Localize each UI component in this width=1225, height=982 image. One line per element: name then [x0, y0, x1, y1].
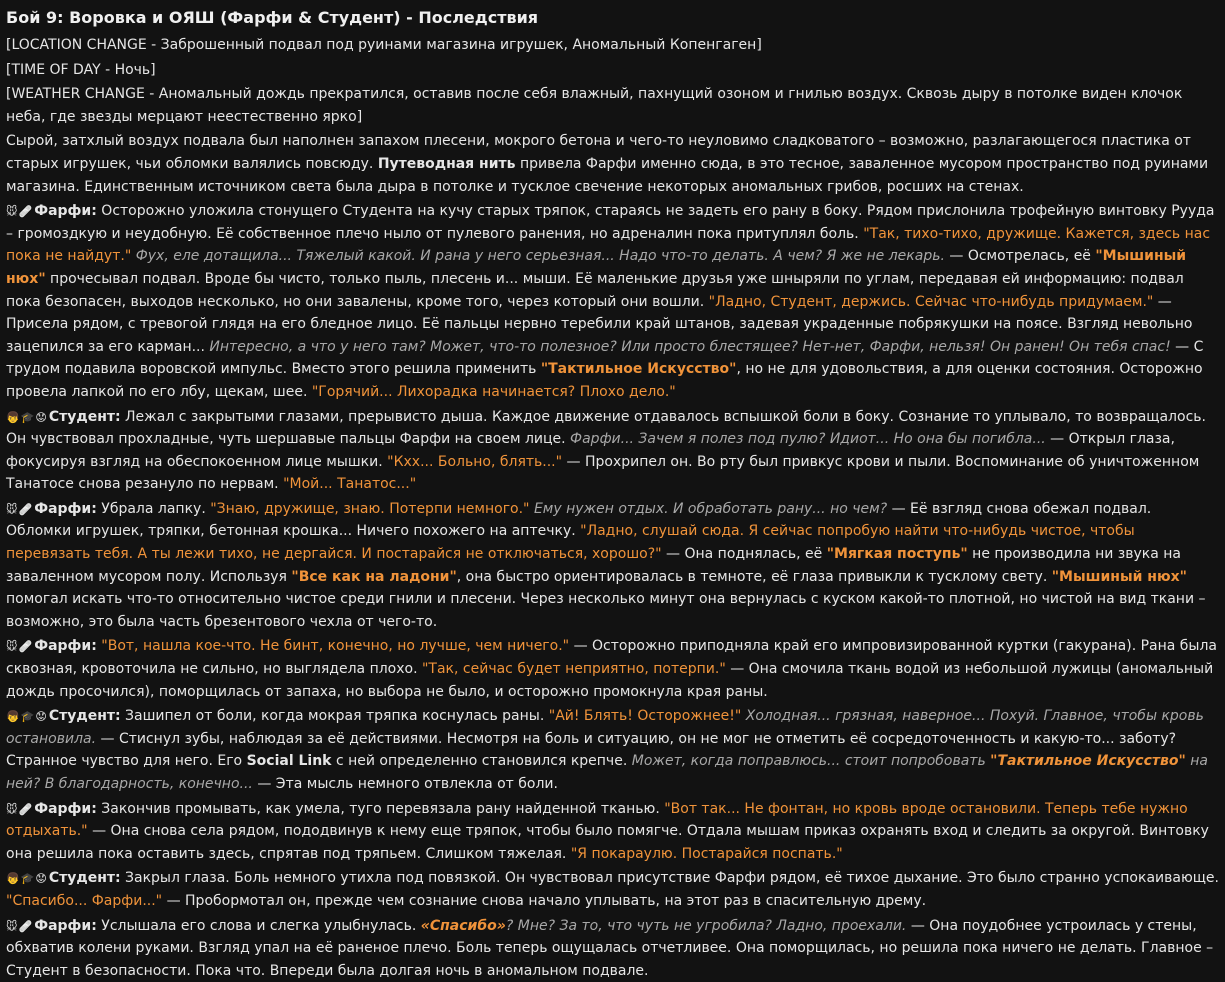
- speaker-student: Студент:: [48, 708, 121, 725]
- farfi-entry: [6, 798, 1219, 866]
- bandage-icon: 🩹: [18, 502, 33, 516]
- entry-text: с ней определенно становился крепче.: [331, 753, 632, 770]
- skill-name: "Мышиный нюх": [6, 248, 1187, 287]
- skill-guiding-thread: Путеводная нить: [377, 155, 516, 172]
- student-entry: [6, 406, 1219, 496]
- entry-text: Зашипел от боли, когда мокрая тряпка коснулась раны.: [120, 708, 549, 725]
- farfi-entry: [6, 635, 1219, 703]
- dialogue-quote: "Знаю, дружище, знаю. Потерпи немного.": [210, 500, 530, 517]
- dialogue-quote: "Вот, нашла кое-что. Не бинт, конечно, но лучше, чем ничего.": [101, 638, 570, 655]
- entry-text: Закрыл глаза. Боль немного утихла под повязкой. Он чувствовал присутствие Фарфи рядом, её тихое дыхание. Это было странно успокаивающе.: [120, 870, 1219, 887]
- skill-name: "Мышиный нюх": [1051, 568, 1187, 585]
- inner-thought: Холодная... грязная, наверное... Похуй. Главное, чтобы кровь остановила.: [6, 708, 1204, 747]
- entry-text: — Присела рядом, с тревогой глядя на его бледное лицо. Её пальцы нервно теребили край штанов, задевая украденные побрякушки на поясе. Взгляд невольно зацепился за его карман...: [6, 293, 1193, 355]
- student-entry: [6, 705, 1219, 795]
- worried-face-icon: 😟: [35, 410, 47, 424]
- inner-thought: Фарфи... Зачем я полез под пулю? Идиот... Но она бы погибла...: [570, 431, 1046, 448]
- dialogue-quote: "Мой... Танатос...": [283, 476, 417, 493]
- entry-text: — С трудом подавила воровской импульс. Вместо этого решила применить: [6, 338, 1204, 378]
- entry-text: Убрала лапку.: [96, 500, 211, 517]
- skill-name: "Все как на ладони": [291, 568, 457, 585]
- mouse-icon: 🐭: [6, 502, 18, 516]
- inner-thought: Ему нужен отдых. И обработать рану... но чем?: [529, 500, 888, 517]
- speaker-farfi: Фарфи:: [34, 800, 97, 817]
- graduation-cap-icon: 🎓: [20, 710, 35, 724]
- mouse-icon: 🐭: [6, 919, 18, 933]
- mouse-icon: 🐭: [6, 205, 18, 219]
- speaker-farfi: Фарфи:: [34, 917, 97, 934]
- entry-text: — Открыл глаза, фокусируя взгляд на обеспокоенном лице мышки.: [6, 431, 1175, 470]
- farfi-entry: [6, 498, 1219, 634]
- dialogue-quote: "Так, тихо-тихо, дружище. Кажется, здесь нас пока не найдут.": [6, 225, 1211, 265]
- speaker-student: Студент:: [48, 870, 121, 887]
- farfi-entry: [6, 200, 1219, 403]
- inner-thought: Интересно, а что у него там? Может, что-то полезное? Или просто блестящее? Нет-нет, Фарфи, нельзя! Он ранен! Он тебя спас!: [209, 338, 1171, 355]
- inner-thought: ? Мне? За то, что чуть не угробила? Ладно, проехали.: [505, 917, 907, 934]
- graduation-cap-icon: 🎓: [20, 410, 35, 424]
- weather-change: [WEATHER CHANGE - Аномальный дождь прекратился, оставив после себя влажный, пахнущий озоном и гнилью воздух. Сквозь дыру в потолке виден клочок неба, где звезды мерцают неестественно ярко]: [6, 86, 1183, 125]
- entry-text: помогал искать что-то относительно чистое среди гнили и плесени. Через несколько минут она вернулась с куском какой-то плотной, но чистой на вид ткани – возможно, это была часть брезентового чехла от чего-то.: [6, 591, 1206, 630]
- graduation-cap-icon: 🎓: [20, 872, 35, 886]
- entry-text: прочесывал подвал. Вроде бы чисто, только пыль, плесень и... мыши. Её маленькие друзья уже шныряли по углам, передавая ей информацию: подвал пока безопасен, выходов несколько, но они завалены, кроме того, через который они вошли.: [6, 270, 1184, 310]
- boy-icon: 👦: [6, 872, 20, 886]
- entry-text: Закончив промывать, как умела, туго перевязала рану найденной тканью.: [96, 800, 665, 817]
- entry-text: не производила ни звука на заваленном мусором полу. Используя: [6, 546, 1182, 585]
- narration-text: Сырой, затхлый воздух подвала был наполнен запахом плесени, мокрого бетона и чего-то неуловимо сладковатого – возможно, разлагающегося пластика от старых игрушек, чьи обломки валялись повсюду.: [6, 133, 1191, 172]
- dialogue-quote: "Ладно, слушай сюда. Я сейчас попробую найти что-нибудь чистое, чтобы перевязать тебя. А ты лежи тихо, не дергайся. И постарайся не отключаться, хорошо?": [6, 523, 1135, 563]
- entry-text: , но не для удовольствия, а для оценки состояния. Осторожно провела лапкой по его лбу, щекам, шее.: [6, 361, 1203, 400]
- social-link-term: Social Link: [246, 753, 332, 770]
- bandage-icon: 🩹: [18, 919, 33, 933]
- narration-paragraph: [6, 130, 1219, 198]
- narration-text: привела Фарфи именно сюда, в это тесное, заваленное мусором пространство под руинами магазина. Единственным источником света была дыра в потолке и тусклое свечение некоторых аномальных грибов, росших на стенах.: [6, 155, 1209, 195]
- boy-icon: 👦: [6, 710, 20, 724]
- skill-name: "Мягкая поступь": [826, 546, 968, 563]
- boy-icon: 👦: [6, 410, 20, 424]
- bandage-icon: 🩹: [18, 640, 33, 654]
- speaker-student: Студент:: [48, 408, 121, 425]
- speaker-farfi: Фарфи:: [34, 500, 97, 517]
- location-change: [LOCATION CHANGE - Заброшенный подвал под руинами магазина игрушек, Аномальный Копенгаген]: [6, 37, 762, 53]
- entry-text: — Эта мысль немного отвлекла от боли.: [252, 776, 558, 792]
- mouse-icon: 🐭: [6, 640, 18, 654]
- worried-face-icon: 😟: [35, 710, 47, 724]
- entry-text: Услышала его слова и слегка улыбнулась.: [96, 917, 421, 934]
- entry-text: — Пробормотал он, прежде чем сознание снова начало уплывать, на этот раз в спасительную дрему.: [162, 892, 927, 909]
- entry-text: , она быстро ориентировалась в темноте, её глаза привыкли к тусклому свету.: [456, 568, 1052, 585]
- dialogue-quote: "Горячий... Лихорадка начинается? Плохо дело.": [311, 383, 676, 400]
- dialogue-quote: "Ай! Блять! Осторожнее!": [548, 708, 742, 725]
- dialogue-quote: "Я покараулю. Постарайся поспать.": [570, 845, 843, 862]
- entry-text: — Осторожно приподняла край его импровизированной куртки (гакурана). Рана была сквозная, кровоточила не сильно, но выглядела плохо.: [6, 638, 1218, 678]
- entry-text: — Стиснул зубы, наблюдая за её действиями. Несмотря на боль и ситуацию, он не мог не отметить её сосредоточенность и какую-то... заботу? Странное чувство для него. Его: [6, 730, 1177, 770]
- bandage-icon: 🩹: [18, 802, 33, 816]
- inner-thought: Фух, еле дотащила... Тяжелый какой. И рана у него серьезная... Надо что-то делать. А чем? Я же не лекарь.: [131, 248, 945, 265]
- farfi-entry: [6, 915, 1219, 982]
- skill-name: "Тактильное Искусство": [540, 361, 737, 378]
- entry-text: — Её взгляд снова обежал подвал. Обломки игрушек, тряпки, бетонная крошка... Ничего похожего на аптечку.: [6, 500, 1152, 540]
- page-title: Бой 9: Воровка и ОЯШ (Фарфи & Студент) - Последствия: [6, 8, 539, 27]
- speaker-farfi: Фарфи:: [34, 638, 97, 655]
- dialogue-quote: "Ладно, Студент, держись. Сейчас что-нибудь придумаем.": [708, 293, 1154, 310]
- dialogue-quote: "Так, сейчас будет неприятно, потерпи.": [421, 661, 726, 678]
- bandage-icon: 🩹: [18, 205, 33, 219]
- student-entry: [6, 867, 1219, 912]
- dialogue-quote: "Кхх... Больно, блять...": [387, 453, 563, 470]
- entry-text: Осторожно уложила стонущего Студента на кучу старых тряпок, стараясь не задеть его рану в боку. Рядом прислонила трофейную винтовку Рууда – громоздкую и неудобную. Её собственное плечо ныло от пулевого ранения, но адреналин пока притуплял боль.: [6, 203, 1215, 242]
- dialogue-quote: «Спасибо»: [420, 917, 506, 934]
- time-of-day: [TIME OF DAY - Ночь]: [6, 61, 156, 78]
- entry-text: — Она смочила ткань водой из небольшой лужицы (аномальный дождь просочился), поморщилась от запаха, но выбора не было, и осторожно промокнула края раны.: [6, 661, 1214, 700]
- worried-face-icon: 😟: [35, 872, 47, 886]
- entry-text: — Она поудобнее устроилась у стены, обхватив колени руками. Взгляд упал на её раненое плечо. Боль теперь ощущалась отчетливее. Она поморщилась, но решила пока ничего не делать. Главное – Студент в безопасности. Пока что. Впереди была долгая ночь в аномальном подвале.: [6, 917, 1214, 979]
- dialogue-quote: "Вот так... Не фонтан, но кровь вроде остановили. Теперь тебе нужно отдыхать.": [6, 800, 1188, 840]
- inner-thought: Может, когда поправлюсь... стоит попробовать: [631, 753, 991, 770]
- speaker-farfi: Фарфи:: [34, 203, 97, 220]
- entry-text: — Осмотрелась, её: [944, 248, 1096, 265]
- entry-text: Лежал с закрытыми глазами, прерывисто дыша. Каждое движение отдавалось вспышкой боли в боку. Сознание то уплывало, то возвращалось. Он чувствовал прохладные, чуть шершавые пальцы Фарфи на своем лице.: [6, 408, 1206, 448]
- entry-text: — Она снова села рядом, пододвинув к нему еще тряпок, чтобы было помягче. Отдала мышам приказ охранять вход и следить за округой. Винтовку она решила пока оставить здесь, спрятав под тряпьем. Слишком тяжелая.: [6, 823, 1209, 862]
- entry-text: — Прохрипел он. Во рту был привкус крови и пыли. Воспоминание об уничтоженном Танатосе снова резануло по нервам.: [6, 453, 1200, 493]
- mouse-icon: 🐭: [6, 802, 18, 816]
- skill-name: "Тактильное Искусство": [990, 753, 1186, 770]
- inner-thought: на ней? В благодарность, конечно...: [6, 753, 1208, 792]
- entry-text: — Она поднялась, её: [661, 546, 827, 563]
- dialogue-quote: "Спасибо... Фарфи...": [6, 892, 163, 909]
